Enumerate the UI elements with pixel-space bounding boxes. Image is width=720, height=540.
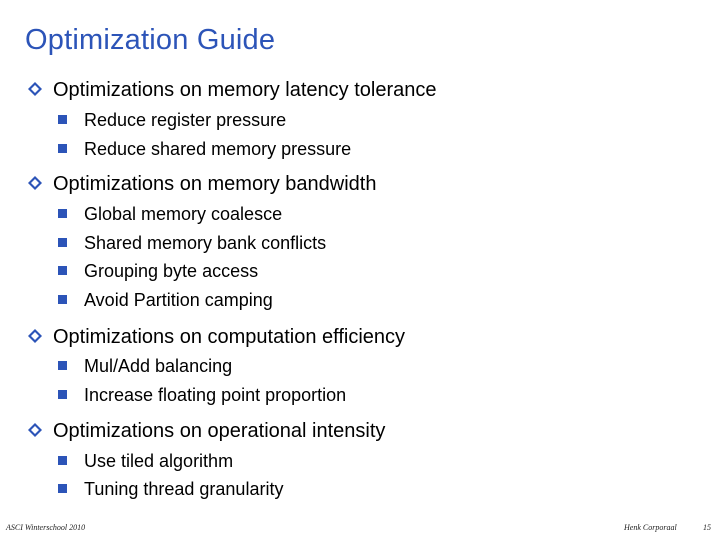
- square-bullet-icon: [58, 456, 67, 465]
- list-item-text: Reduce shared memory pressure: [84, 139, 352, 159]
- list-item-text: Shared memory bank conflicts: [84, 233, 327, 253]
- square-bullet-icon: [58, 238, 67, 247]
- list-item-text: Global memory coalesce: [84, 204, 283, 224]
- square-bullet-icon: [58, 266, 67, 275]
- section-heading: [28, 419, 385, 443]
- square-bullet-icon: [58, 115, 67, 124]
- footer-event: ASCI Winterschool 2010: [6, 523, 86, 532]
- list-item-text: Grouping byte access: [84, 261, 259, 281]
- section-heading-text: Optimizations on memory latency tolerance: [53, 79, 437, 101]
- slide-title: Optimization Guide: [25, 24, 276, 56]
- section-heading-text: Optimizations on operational intensity: [53, 420, 386, 442]
- square-bullet-icon: [58, 209, 67, 218]
- list-item-text: Avoid Partition camping: [84, 290, 273, 310]
- list-item: [58, 450, 233, 472]
- list-item: [58, 203, 282, 225]
- square-bullet-icon: [58, 484, 67, 493]
- list-item-text: Reduce register pressure: [84, 110, 287, 130]
- square-bullet-icon: [58, 390, 67, 399]
- page-number: 15: [703, 523, 711, 532]
- diamond-bullet-icon: [28, 423, 42, 437]
- list-item: [58, 289, 273, 311]
- list-item-text: Tuning thread granularity: [84, 479, 284, 499]
- list-item: [58, 109, 286, 131]
- list-item: [58, 355, 232, 377]
- diamond-bullet-icon: [28, 82, 42, 96]
- section-heading-text: Optimizations on computation efficiency: [53, 326, 406, 348]
- diamond-bullet-icon: [28, 329, 42, 343]
- list-item-text: Use tiled algorithm: [84, 451, 234, 471]
- section-heading-text: Optimizations on memory bandwidth: [53, 173, 377, 195]
- footer-author: Henk Corporaal: [624, 523, 677, 532]
- list-item: [58, 478, 283, 500]
- square-bullet-icon: [58, 361, 67, 370]
- section-heading: [28, 172, 376, 196]
- list-item: [58, 384, 346, 406]
- square-bullet-icon: [58, 144, 67, 153]
- list-item: [58, 138, 351, 160]
- list-item-text: Mul/Add balancing: [84, 356, 233, 376]
- section-heading: [28, 78, 437, 102]
- square-bullet-icon: [58, 295, 67, 304]
- list-item-text: Increase floating point proportion: [84, 385, 347, 405]
- diamond-bullet-icon: [28, 176, 42, 190]
- list-item: [58, 232, 326, 254]
- list-item: [58, 260, 258, 282]
- section-heading: [28, 325, 405, 349]
